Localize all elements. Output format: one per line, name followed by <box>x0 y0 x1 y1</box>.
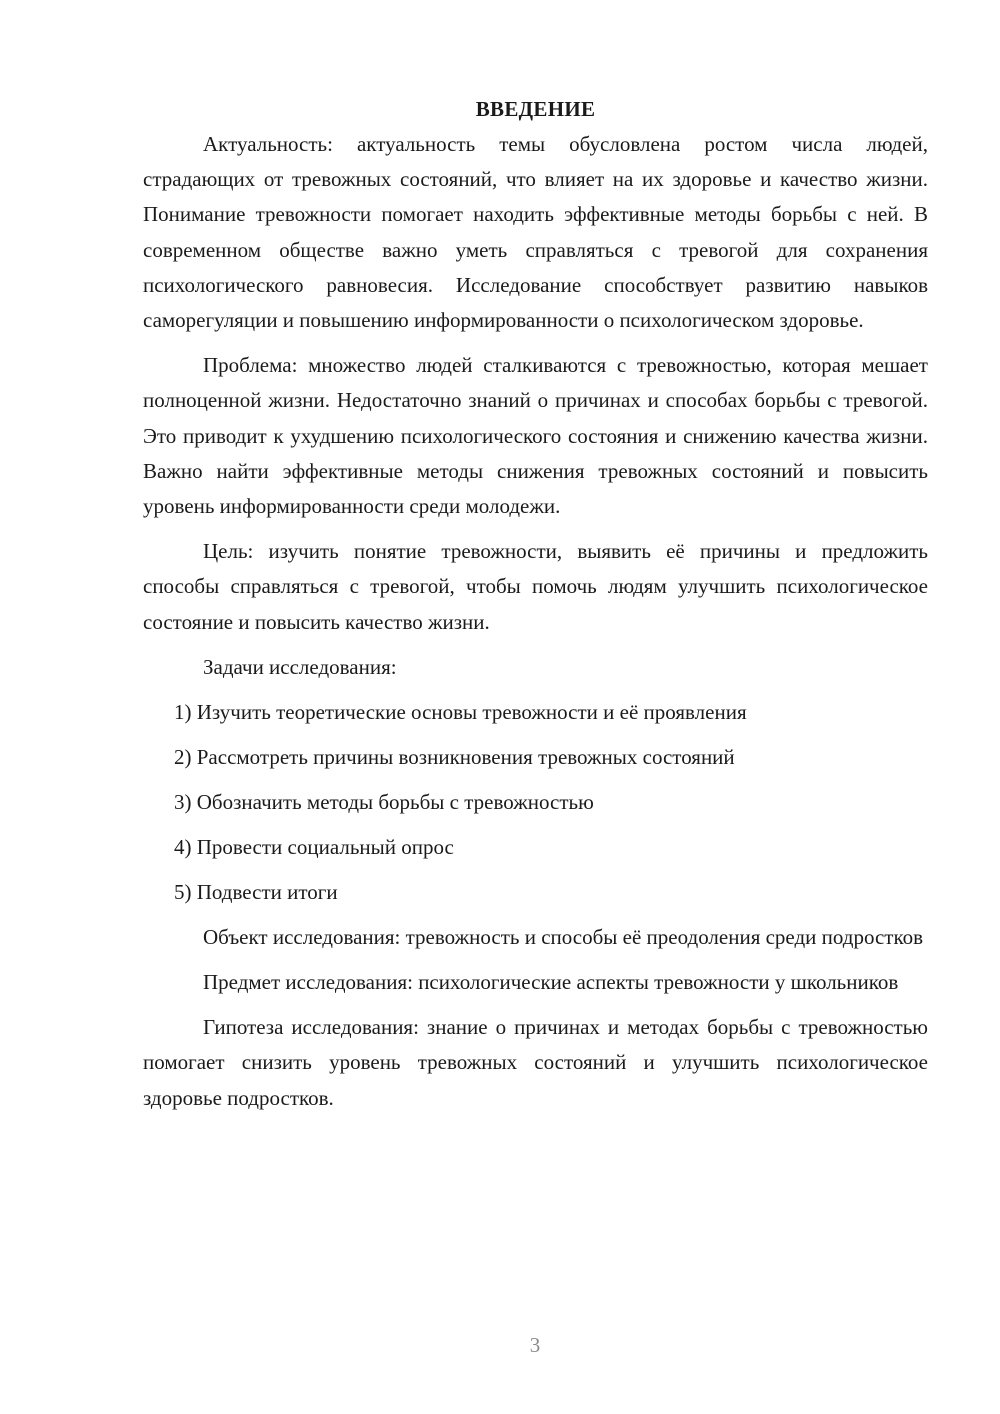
task-item-1: 1) Изучить теоретические основы тревожности и её проявления <box>174 699 747 724</box>
task-item-4: 4) Провести социальный опрос <box>174 834 454 859</box>
task-item-5: 5) Подвести итоги <box>174 879 338 904</box>
task-item-2: 2) Рассмотреть причины возникновения тревожных состояний <box>174 744 735 769</box>
paragraph-subject: Предмет исследования: психологические аспекты тревожности у школьников <box>203 970 899 995</box>
paragraph-relevance: Актуальность: актуальность темы обусловлена ростом числа людей, страдающих от тревожных состояний, что влияет на их здоровье и качество жизни. Понимание тревожности помогает находить эффективные методы борьбы с ней. В современном обществе важно уметь справляться с тревогой для сохранения психологического равновесия. Исследование способствует развитию навыков саморегуляции и повышению информированности о психологическом здоровье. <box>143 132 928 333</box>
paragraph-problem: Проблема: множество людей сталкиваются с тревожностью, которая мешает полноценной жизни. Недостаточно знаний о причинах и способах борьбы с тревогой. Это приводит к ухудшению психологического состояния и снижению качества жизни. Важно найти эффективные методы снижения тревожных состояний и повысить уровень информированности среди молодежи. <box>143 353 928 519</box>
paragraph-hypothesis: Гипотеза исследования: знание о причинах и методах борьбы с тревожностью помогает снизить уровень тревожных состояний и улучшить психологическое здоровье подростков. <box>143 1015 928 1110</box>
task-list <box>143 695 928 910</box>
paragraph-goal: Цель: изучить понятие тревожности, выявить её причины и предложить способы справляться с тревогой, чтобы помочь людям улучшить психологическое состояние и повысить качество жизни. <box>143 539 928 634</box>
section-title: ВВЕДЕНИЕ <box>475 97 596 121</box>
task-item-3: 3) Обозначить методы борьбы с тревожностью <box>174 789 594 814</box>
tasks-heading: Задачи исследования: <box>203 654 397 679</box>
document-page <box>143 92 928 1126</box>
paragraph-object: Объект исследования: тревожность и способы её преодоления среди подростков <box>203 924 924 949</box>
page-number: 3 <box>529 1333 541 1357</box>
